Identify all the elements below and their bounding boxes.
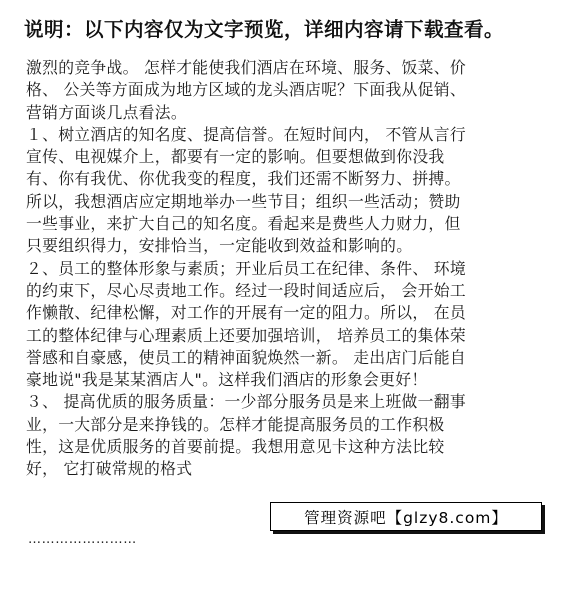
text-line: 好， 它打破常规的格式 bbox=[26, 459, 193, 479]
text-line: 作懒散、纪律松懈，对工作的开展有一定的阻力。所以， 在员 bbox=[26, 303, 466, 323]
preview-notice: 说明：以下内容仅为文字预览，详细内容请下载查看。 bbox=[24, 18, 505, 41]
text-line: 工的整体纪律与心理素质上还要加强培训， 培养员工的集体荣 bbox=[26, 325, 466, 345]
text-line: 业，一大部分是来挣钱的。怎样才能提高服务员的工作积极 bbox=[26, 414, 445, 434]
text-line: 性，这是优质服务的首要前提。我想用意见卡这种方法比较 bbox=[26, 437, 445, 457]
text-line: 激烈的竞争战。 怎样才能使我们酒店在环境、服务、饭菜、价 bbox=[26, 58, 466, 77]
text-line: 宣传、电视媒介上，都要有一定的影响。但要想做到你没我 bbox=[26, 147, 445, 167]
text-line: 一些事业，来扩大自己的知名度。看起来是费些人力财力，但 bbox=[26, 214, 461, 234]
text-line: 的约束下，尽心尽责地工作。经过一段时间适应后， 会开始工 bbox=[26, 280, 466, 300]
text-line: ３、 提高优质的服务质量：一少部分服务员是来上班做一翻事 bbox=[26, 392, 466, 412]
document-body bbox=[26, 57, 556, 481]
text-line: 格、 公关等方面成为地方区域的龙头酒店呢？下面我从促销、 bbox=[26, 80, 466, 100]
text-line: 只要组织得力，安排恰当，一定能收到效益和影响的。 bbox=[26, 236, 413, 256]
watermark-badge bbox=[270, 502, 542, 531]
continuation-ellipsis: …………………… bbox=[28, 532, 137, 547]
text-line: 所以，我想酒店应定期地举办一些节目；组织一些活动；赞助 bbox=[26, 191, 461, 211]
text-line: 有、你有我优、你优我变的程度，我们还需不断努力、拼搏。 bbox=[26, 169, 461, 189]
text-line: ２、员工的整体形象与素质；开业后员工在纪律、条件、 环境 bbox=[26, 258, 466, 278]
watermark-text: 管理资源吧【glzy8.com】 bbox=[304, 508, 508, 527]
text-line: 誉感和自豪感，使员工的精神面貌焕然一新。 走出店门后能自 bbox=[26, 347, 466, 367]
text-line: １、树立酒店的知名度、提高信誉。在短时间内， 不管从言行 bbox=[26, 124, 466, 144]
text-line: 豪地说"我是某某酒店人"。这样我们酒店的形象会更好！ bbox=[26, 370, 428, 390]
text-line: 营销方面谈几点看法。 bbox=[26, 102, 187, 122]
